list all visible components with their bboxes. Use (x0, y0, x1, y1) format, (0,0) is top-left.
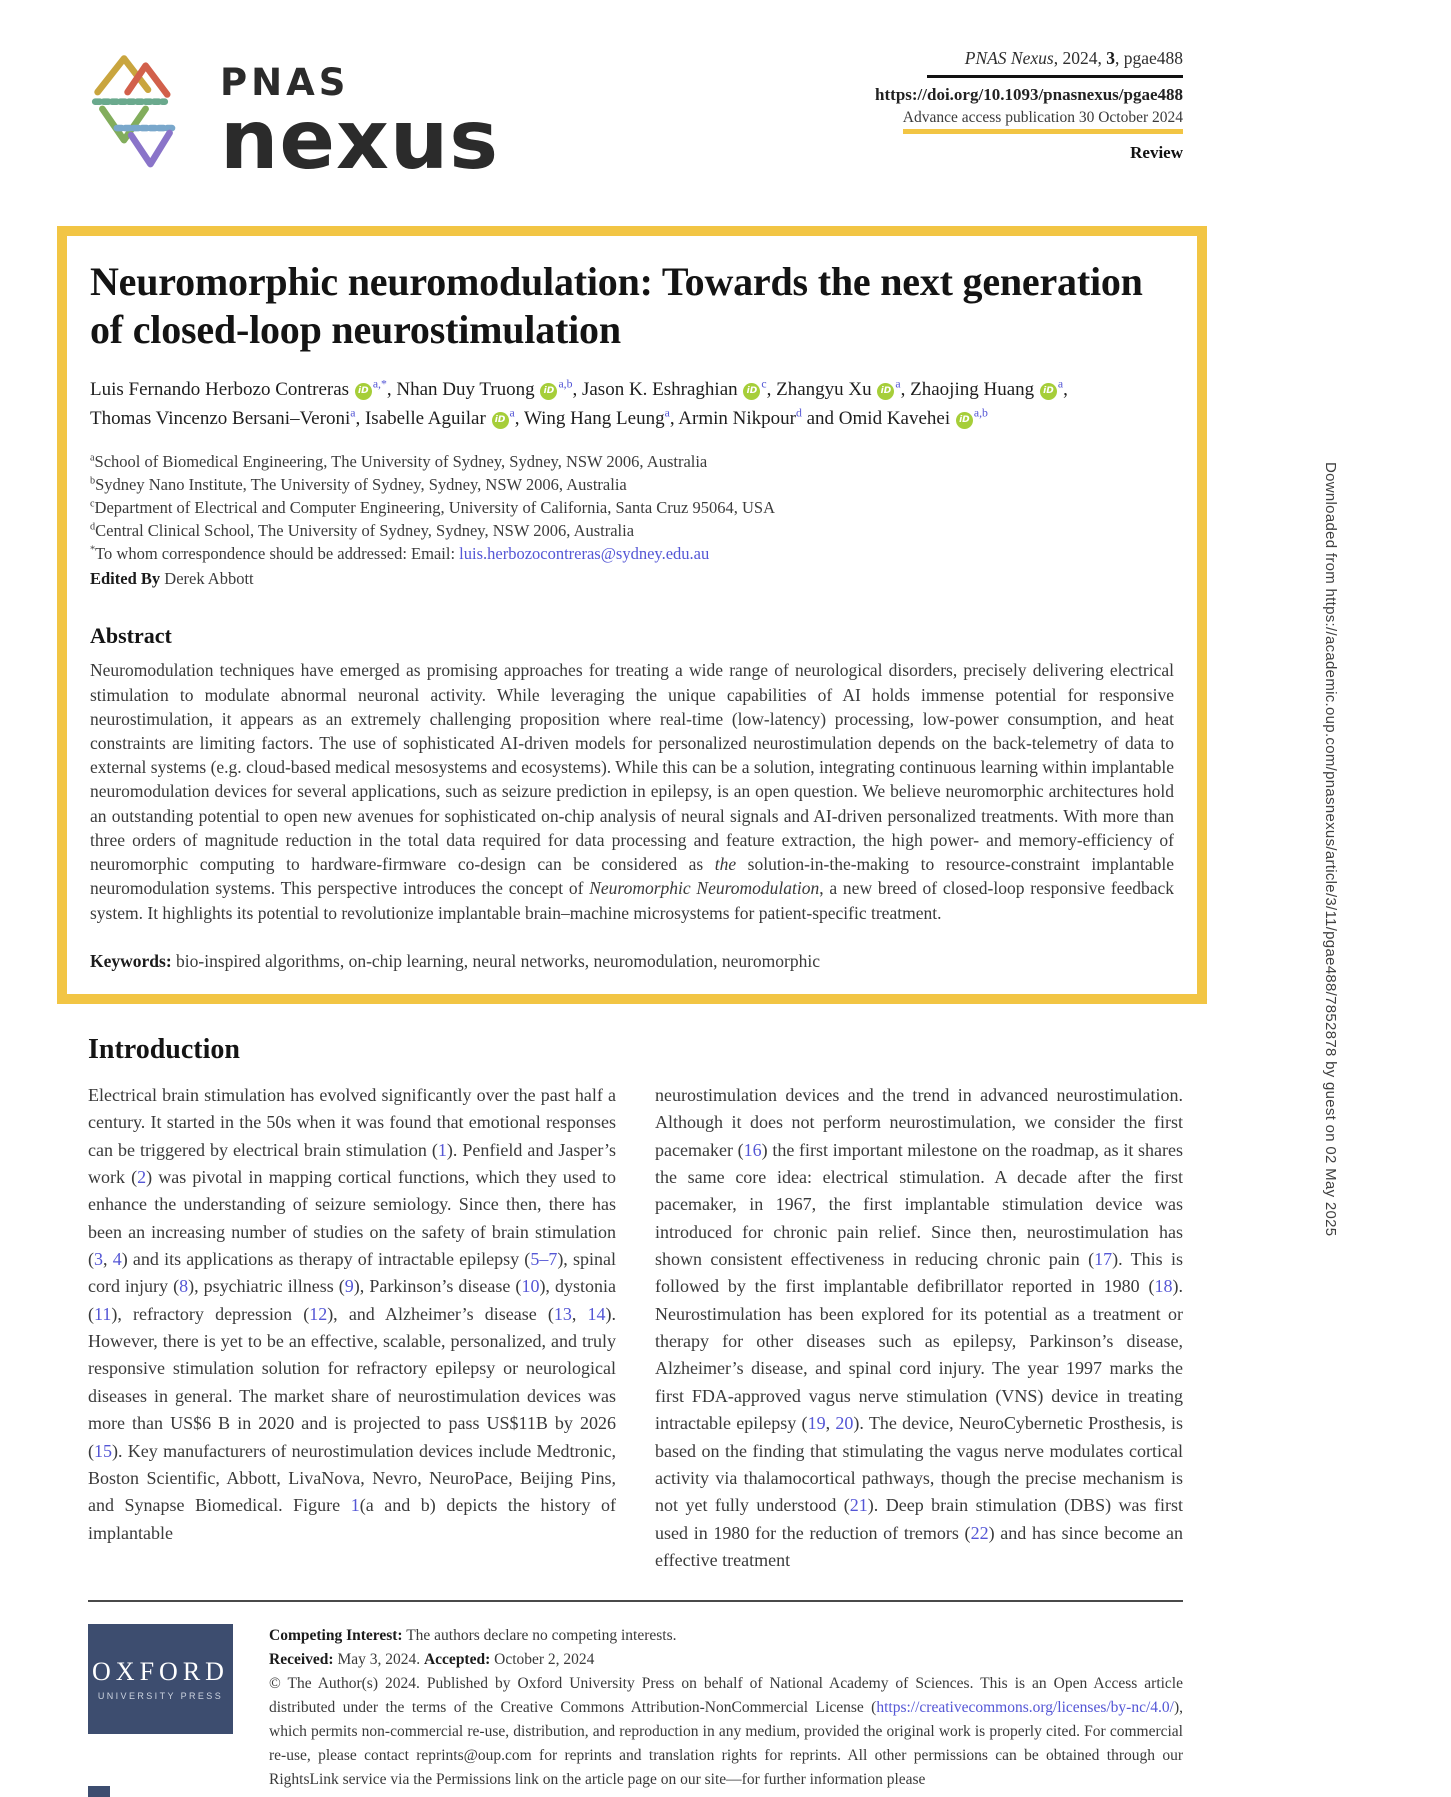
footer-notes (269, 1624, 1183, 1792)
affiliation-line: $^c$Department of Electrical and Computer Engineering, University of California, Santa Cruz 95064, USA (90, 497, 775, 517)
logo-wordmark-bottom: nexus (220, 93, 500, 188)
inline-link[interactable]: 12 (309, 1303, 328, 1324)
inline-link[interactable]: luis.herbozocontreras@sydney.edu.au (459, 544, 710, 564)
footer-body (88, 1624, 1183, 1792)
edited-by: Edited By Derek Abbott (90, 569, 254, 589)
masthead-citation-block (875, 42, 1183, 163)
pnas-nexus-logo-mark-icon (88, 44, 208, 169)
orcid-icon[interactable]: iD (355, 383, 372, 400)
intro-left-column: Electrical brain stimulation has evolved significantly over the past half a century. It started in the 50s when it was found that emotional responses can be triggered by electrical brain stimulation (1). Penfield and Jasper’s work (2) was pivotal in mapping cortical functions, which they used to enhance the understanding of seizure semiology. Since then, there has been an increasing number of studies on the safety of brain stimulation (3, 4) and its applications as therapy of intractable epilepsy (5–7), spinal cord injury (8), psychiatric illness (9), Parkinson’s disease (10), dystonia (11), refractory depression (12), and Alzheimer’s disease (13, 14). However, there is yet to be an effective, scalable, personalized, and truly responsive stimulation solution for refractory epilepsy or neurological diseases in general. The market share of neurostimulation devices was more than US$6 B in 2020 and is projected to pass US$11B by 2026 (15). Key manufacturers of neurostimulation devices include Medtronic, Boston Scientific, Abbott, LivaNova, Nevro, NeuroPace, Beijing Pins, and Synapse Biomedical. Figure 1(a and b) depicts the history of implantable (88, 1084, 617, 1543)
inline-link[interactable]: https://creativecommons.org/licenses/by-nc/4.0/ (876, 1699, 1174, 1717)
article-title: Neuromorphic neuromodulation: Towards the next generation of closed-loop neurostimulation (90, 259, 1143, 352)
oxford-logo-subtitle: UNIVERSITY PRESS (97, 1691, 224, 1702)
inline-link[interactable]: 2 (137, 1166, 147, 1187)
abstract-text: Neuromodulation techniques have emerged as promising approaches for treating a wide range of neurological disorders, precisely delivering electrical stimulation to modulate abnormal neuronal activity. While leveraging the unique capabilities of AI holds immense potential for responsive neurostimulation, it appears as an extremely challenging proposition where real-time (low-latency) processing, low-power consumption, and heat constraints are limiting factors. The use of sophisticated AI-driven models for personalized neurostimulation depends on the back-telemetry of data to external systems (e.g. cloud-based medical mesosystems and ecosystems). While this can be a solution, integrating continuous learning within implantable neuromodulation devices for several applications, such as seizure prediction in epilepsy, is an open question. We believe neuromorphic architectures hold an outstanding potential to open new avenues for sophisticated on-chip analysis of neural signals and AI-driven personalized treatments. With more than three orders of magnitude reduction in the total data required for data processing and feature extraction, the high power- and memory-efficiency of neuromorphic computing to hardware-firmware co-design can be considered as the solution-in-the-making to resource-constraint implantable neuromodulation systems. This perspective introduces the concept of Neuromorphic Neuromodulation, a new breed of closed-loop responsive feedback system. It highlights its potential to revolutionize implantable brain–machine microsystems for patient-specific treatment. (90, 660, 1174, 923)
masthead-rule (927, 75, 1183, 78)
intro-right-column: neurostimulation devices and the trend in advanced neurostimulation. Although it does not perform neurostimulation, we consider the first pacemaker (16) the first important milestone on the roadmap, as it shares the same core idea: electrical stimulation. A decade after the first pacemaker, in 1967, the first implantable stimulation device was introduced for chronic pain relief. Since then, neurostimulation has shown consistent effectiveness in reducing chronic pain (17). This is followed by the first implantable defibrillator reported in 1980 (18). Neurostimulation has been explored for its potential as a treatment or therapy for other diseases such as epilepsy, Parkinson’s disease, Alzheimer’s disease, and spinal cord injury. The year 1997 marks the first FDA-approved vagus nerve stimulation (VNS) device in treating intractable epilepsy (19, 20). The device, NeuroCybernetic Prosthesis, is based on the finding that stimulating the vagus nerve modulates cortical activity via thalamocortical pathways, though the precise mechanism is not yet fully understood (21). Deep brain stimulation (DBS) was first used in 1980 for the reduction of tremors (22) and has since become an effective treatment (655, 1084, 1184, 1570)
pnas-nexus-logo (88, 42, 500, 188)
inline-link[interactable]: 3 (94, 1249, 103, 1270)
orcid-icon[interactable]: iD (1040, 383, 1057, 400)
orcid-icon[interactable]: iD (877, 383, 894, 400)
inline-link[interactable]: 11 (94, 1303, 112, 1324)
journal-citation: PNAS Nexus, 2024, 3, pgae488 (964, 48, 1183, 68)
abstract-heading: Abstract (90, 623, 172, 649)
orcid-icon[interactable]: iD (743, 383, 760, 400)
inline-link[interactable]: 4 (112, 1249, 122, 1270)
inline-link[interactable]: 1 (350, 1495, 360, 1516)
copyright-license-text: © The Author(s) 2024. Published by Oxford University Press on behalf of National Academy of Sciences. This is an Open Access article distributed under the terms of the Creative Commons Attribution-NonCommercial License (https://creativecommons.org/licenses/by-nc/4.0/), which permits non-commercial re-use, distribution, and reproduction in any medium, provided the original work is properly cited. For commercial re-use, please contact reprints@oup.com for reprints and translation rights for reprints. All other permissions can be obtained through our RightsLink service via the Permissions link on the article page on our site—for further information please (269, 1675, 1183, 1789)
inline-link[interactable]: 9 (344, 1276, 354, 1297)
orcid-icon[interactable]: iD (956, 412, 973, 429)
affiliations (90, 452, 1174, 565)
inline-link[interactable]: 8 (179, 1276, 189, 1297)
received-accepted-line: Received: May 3, 2024. Accepted: October 2, 2024 (269, 1651, 595, 1669)
title-abstract-box (57, 226, 1207, 1003)
affiliation-line: $^a$School of Biomedical Engineering, The University of Sydney, Sydney, NSW 2006, Australia (90, 451, 708, 471)
affiliation-line: $^d$Central Clinical School, The University of Sydney, Sydney, NSW 2006, Australia (90, 521, 635, 541)
inline-link[interactable]: 19 (807, 1413, 826, 1434)
masthead (0, 0, 1451, 188)
correspondence-line: *To whom correspondence should be addressed: Email: luis.herbozocontreras@sydney.edu.au (90, 544, 710, 564)
inline-link[interactable]: 5–7 (530, 1249, 558, 1270)
oxford-logo-name: OXFORD (92, 1657, 229, 1687)
inline-link[interactable]: 15 (94, 1440, 112, 1461)
introduction-section (88, 1034, 1183, 1574)
inline-link[interactable]: 14 (587, 1303, 606, 1324)
introduction-heading: Introduction (88, 1033, 240, 1065)
competing-interest-line: Competing Interest: The authors declare no competing interests. (269, 1627, 677, 1645)
inline-link[interactable]: 20 (835, 1413, 854, 1434)
inline-link[interactable]: 1 (437, 1139, 447, 1160)
doi-link[interactable]: https://doi.org/10.1093/pnasnexus/pgae488 (875, 85, 1183, 104)
article-footer (88, 1600, 1183, 1792)
inline-link[interactable]: 16 (743, 1139, 762, 1160)
logo-wordmark-top: PNAS (220, 61, 350, 104)
two-column-body (88, 1082, 1183, 1574)
logo-wordmark (220, 42, 500, 188)
inline-link[interactable]: 21 (849, 1495, 868, 1516)
advance-access-note: Advance access publication 30 October 2024 (875, 109, 1183, 134)
inline-link[interactable]: 13 (553, 1303, 572, 1324)
orcid-icon[interactable]: iD (492, 412, 509, 429)
keywords-line: Keywords: bio-inspired algorithms, on-chip learning, neural networks, neuromodulation, neuromorphic (90, 950, 820, 971)
inline-link[interactable]: 10 (521, 1276, 540, 1297)
orcid-icon[interactable]: iD (540, 383, 557, 400)
download-watermark: Downloaded from https://academic.oup.com/pnasnexus/article/3/11/pgae488/7852878 by guest on 02 May 2025 (1322, 462, 1339, 1237)
inline-link[interactable]: 22 (970, 1522, 989, 1543)
page-bottom-cutoff-artifact (88, 1786, 110, 1797)
inline-link[interactable]: 17 (1094, 1249, 1113, 1270)
inline-link[interactable]: 18 (1154, 1276, 1173, 1297)
author-list: Luis Fernando Herbozo Contreras $iD^{a,*}$, Nhan Duy Truong iD$^{a,b}$, Jason K. Eshraghian $iD^c$, Zhangyu Xu $iD^a$, Zhaojing Huang $iD^a$, Thomas Vincenzo Bersani–Veroni$^a$, Isabelle Aguilar $iD^a$, Wing Hang Leung$^a$, Armin Nikpour$^d$ and Omid Kavehei iD$^{a,b}$ (90, 377, 1068, 430)
footer-rule (88, 1600, 1183, 1602)
affiliation-line: $^b$Sydney Nano Institute, The University of Sydney, Sydney, NSW 2006, Australia (90, 474, 627, 494)
oxford-university-press-logo (88, 1624, 233, 1734)
article-type-badge: Review (1130, 143, 1183, 162)
